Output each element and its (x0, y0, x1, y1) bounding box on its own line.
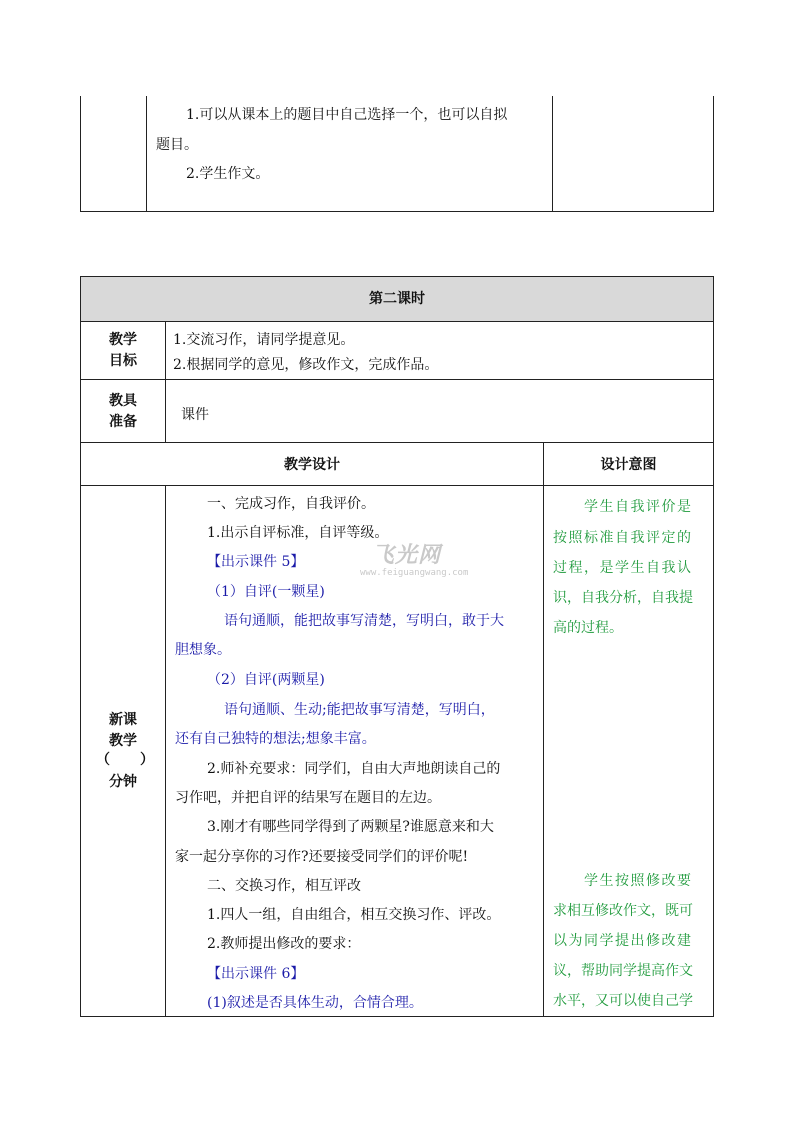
intent-line: 以为同学提出修改建 (553, 933, 693, 949)
prep-value: 课件 (181, 407, 209, 423)
table-border (80, 276, 81, 1017)
table-border (713, 96, 714, 212)
table-border (543, 442, 544, 1017)
design-line: 语句通顺、生动;能把故事写清楚，写明白， (224, 702, 495, 718)
design-line: （1）自评(一颗星) (207, 584, 325, 600)
side-label: 分钟 (109, 774, 137, 790)
design-line: 家一起分享你的习作?还要接受同学们的评价呢! (175, 849, 469, 865)
side-label: 新课 (109, 712, 137, 728)
design-header: 教学设计 (284, 457, 340, 473)
design-line: 语句通顺，能把故事写清楚，写明白，敢于大 (224, 613, 504, 629)
intent-line: 过程，是学生自我认 (553, 560, 693, 576)
side-label: 教学 (109, 733, 137, 749)
intent-line: 识，自我分析，自我提 (553, 590, 693, 606)
design-line: 一、完成习作，自我评价。 (207, 496, 375, 512)
table-border (713, 276, 714, 1017)
intent-line: 水平，又可以使自己学 (553, 993, 693, 1009)
intent-line: 议，帮助同学提高作文 (553, 963, 693, 979)
side-label-paren: ） (140, 752, 154, 768)
intent-header: 设计意图 (600, 457, 657, 473)
top-text-line: 1.可以从课本上的题目中自己选择一个，也可以自拟 (186, 107, 508, 123)
table-border (80, 211, 714, 212)
intent-line: 按照标准自我评定的 (553, 530, 693, 546)
intent-line: 学生按照修改要 (584, 873, 693, 889)
table-border (80, 1016, 714, 1017)
design-line: 胆想象。 (175, 642, 231, 658)
design-line: 1.四人一组，自由组合，相互交换习作、评改。 (207, 907, 501, 923)
prep-label: 准备 (109, 414, 137, 430)
design-line: 还有自己独特的想法;想象丰富。 (175, 731, 376, 747)
prep-label: 教具 (109, 393, 137, 409)
goals-label: 教学 (109, 332, 137, 348)
watermark-text: 飞光网 (372, 543, 442, 568)
top-text-line: 2.学生作文。 (186, 166, 270, 182)
table-border (80, 379, 714, 380)
watermark-logo (360, 538, 469, 586)
table-border (80, 321, 714, 322)
design-line: 3.刚才有哪些同学得到了两颗星?谁愿意来和大 (207, 819, 494, 835)
table-border (552, 96, 553, 212)
table-border (80, 442, 714, 443)
table-border (80, 96, 81, 212)
design-line: 【出示课件 5】 (207, 554, 305, 570)
table-border (80, 276, 714, 277)
table-border (165, 321, 166, 442)
table-border (80, 485, 714, 486)
intent-line: 求相互修改作文，既可 (553, 903, 693, 919)
table-border (146, 96, 147, 212)
top-text-line: 题目。 (156, 137, 198, 153)
design-line: 习作吧，并把自评的结果写在题目的左边。 (175, 790, 441, 806)
goal-item: 1.交流习作，请同学提意见。 (173, 332, 355, 348)
design-line: 2.教师提出修改的要求： (207, 936, 361, 952)
design-line: 2.师补充要求：同学们，自由大声地朗读自己的 (207, 761, 501, 777)
intent-line: 高的过程。 (553, 620, 623, 636)
design-line: 二、交换习作，相互评改 (207, 878, 361, 894)
design-line: 1.出示自评标准，自评等级。 (207, 525, 389, 541)
side-label-paren: （ (96, 752, 110, 768)
design-line: (1)叙述是否具体生动，合情合理。 (207, 995, 423, 1011)
design-line: 【出示课件 6】 (207, 966, 305, 982)
goal-item: 2.根据同学的意见，修改作文，完成作品。 (173, 357, 439, 373)
goals-label: 目标 (109, 353, 137, 369)
design-line: （2）自评(两颗星) (207, 672, 325, 688)
table-border (165, 485, 166, 1017)
lesson-title: 第二课时 (369, 291, 425, 307)
intent-line: 学生自我评价是 (584, 499, 693, 515)
watermark-url: www.feiguangwang.com (360, 568, 469, 578)
